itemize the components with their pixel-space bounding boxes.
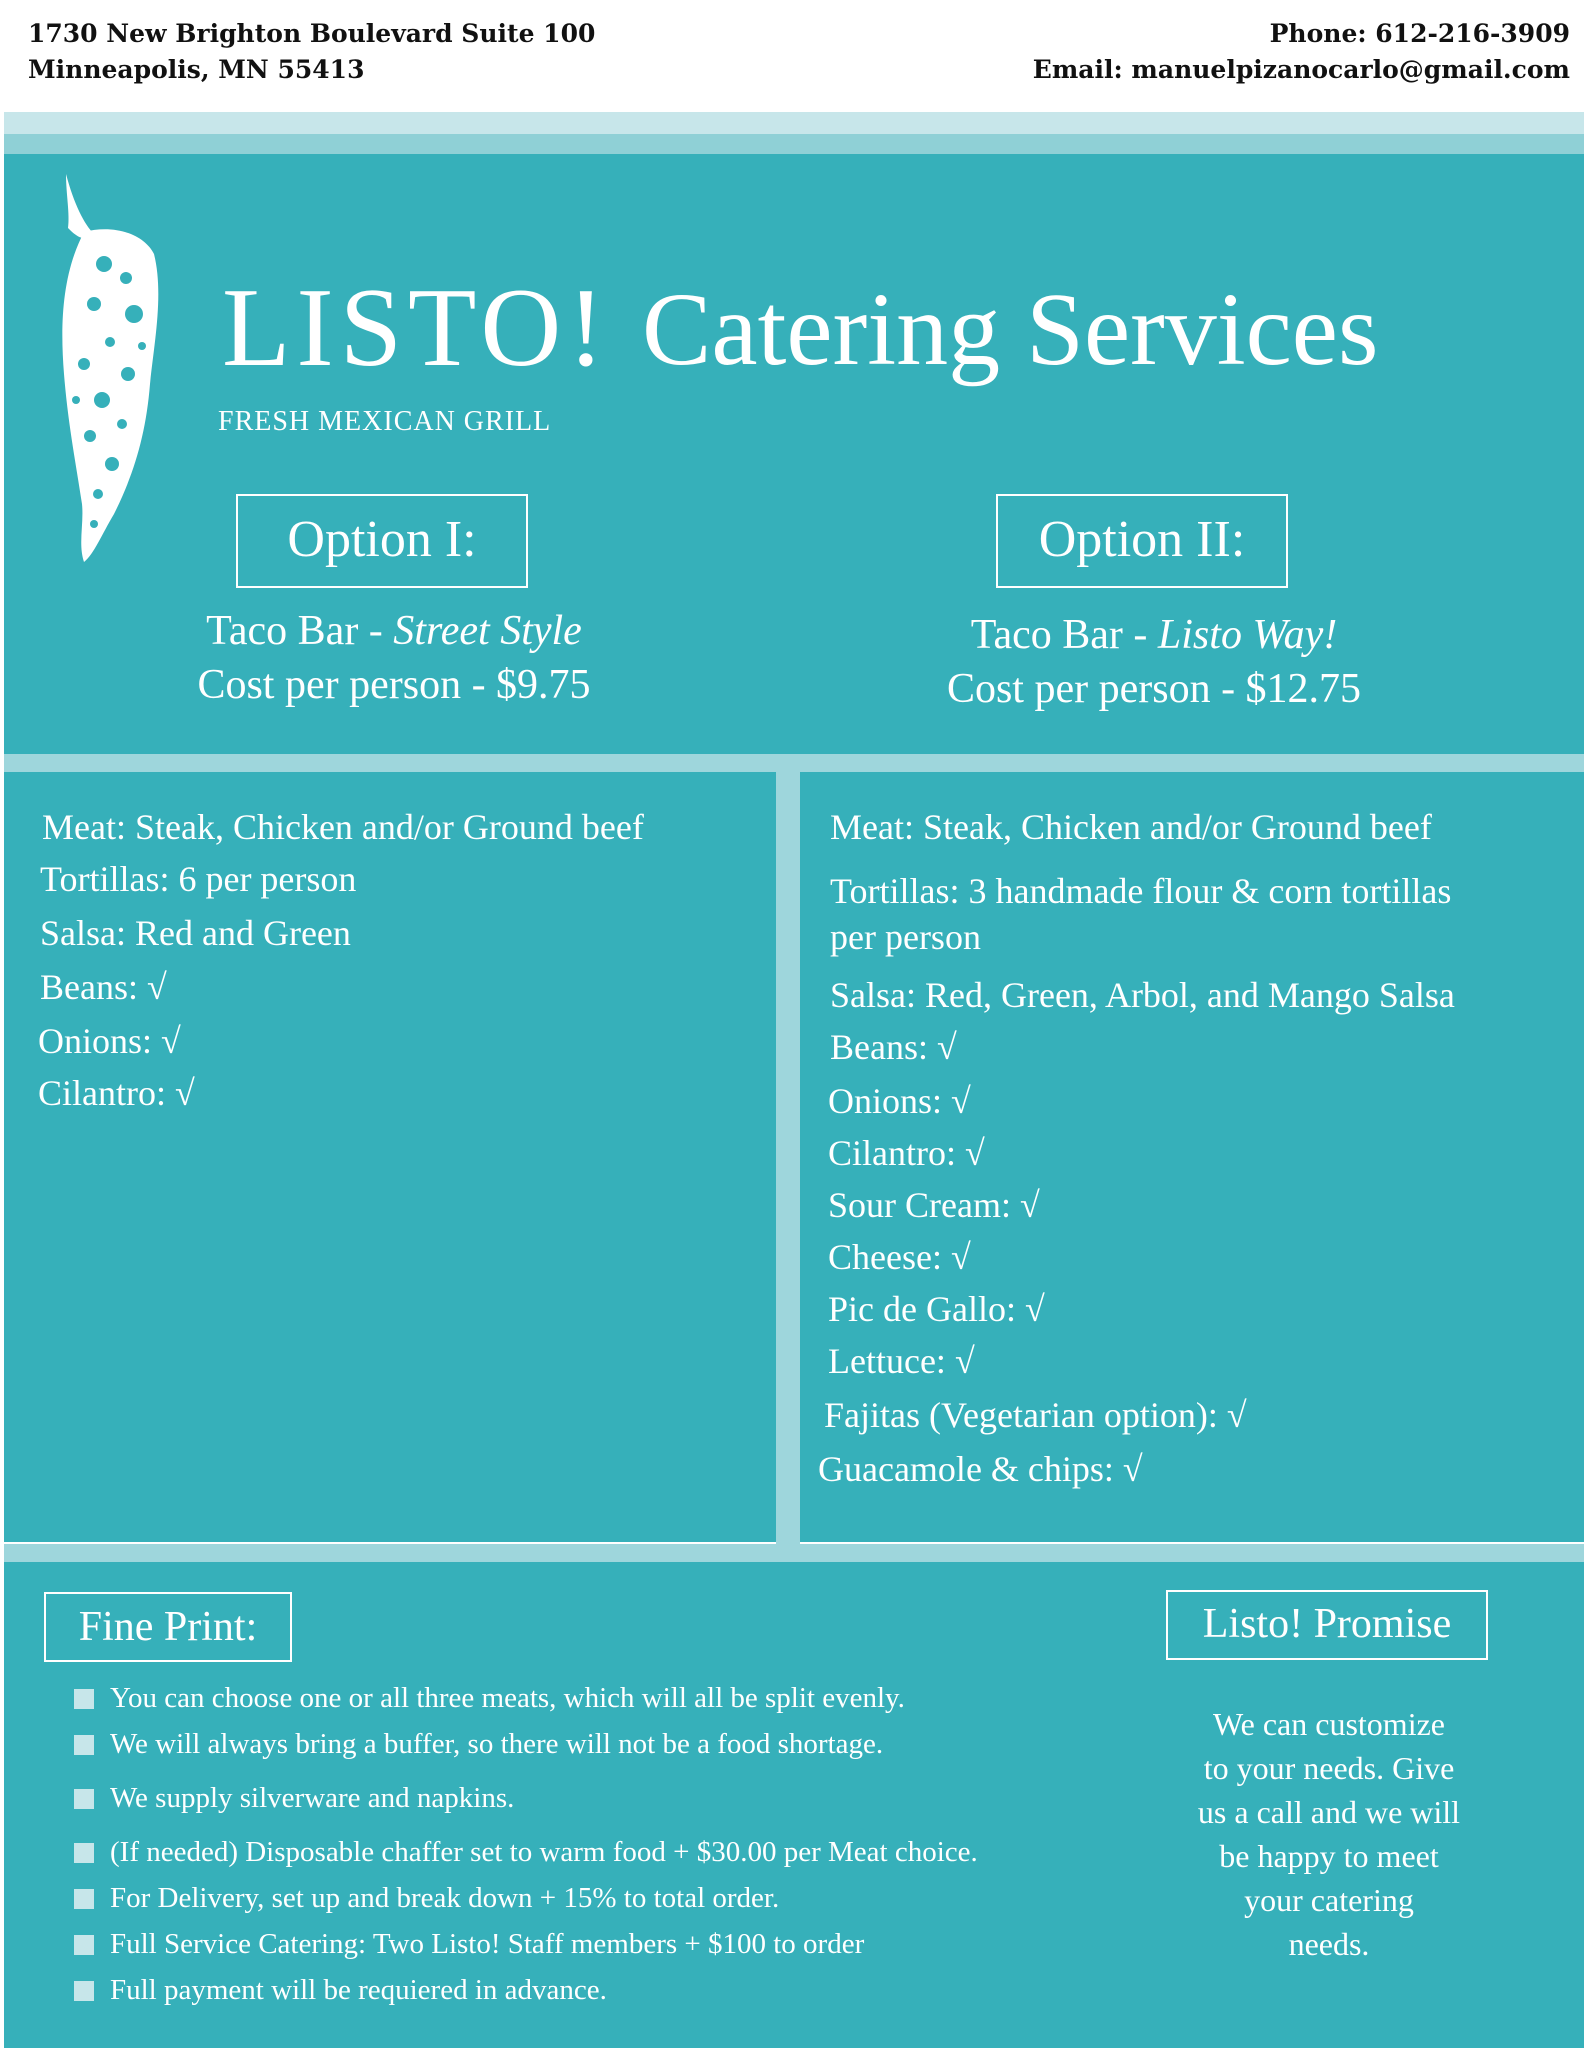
brand-name: LISTO! <box>222 266 611 390</box>
decorative-stripe <box>4 112 1584 154</box>
option-1-label: Option I: <box>236 494 528 588</box>
separator-bottom <box>4 1544 1584 1562</box>
contact-block <box>1033 16 1570 88</box>
phone-text: Phone: 612-216-3909 <box>1269 19 1570 48</box>
contact-header <box>0 0 1588 110</box>
list-item: Lettuce: √ <box>828 1341 975 1381</box>
list-item: Salsa: Red and Green <box>40 913 351 953</box>
fine-print-item: We supply silverware and napkins. <box>74 1782 514 1815</box>
list-item: Tortillas: 6 per person <box>40 859 357 899</box>
list-item: Onions: √ <box>828 1081 971 1121</box>
option-2-title: Taco Bar - <box>970 612 1158 658</box>
fine-print-item: Full payment will be requiered in advance. <box>74 1974 607 2007</box>
square-bullet-icon <box>74 1843 94 1863</box>
page-title: Catering Services <box>642 272 1379 387</box>
option-1-title: Taco Bar - <box>206 608 394 654</box>
list-item: Cilantro: √ <box>38 1073 195 1113</box>
title-panel <box>4 154 1584 754</box>
brand-tagline: FRESH MEXICAN GRILL <box>218 406 552 437</box>
list-item: Salsa: Red, Green, Arbol, and Mango Salsa <box>830 975 1455 1015</box>
square-bullet-icon <box>74 1735 94 1755</box>
promise-label: Listo! Promise <box>1166 1590 1488 1660</box>
pepper-icon <box>54 174 164 564</box>
square-bullet-icon <box>74 1789 94 1809</box>
option-1-summary <box>144 604 644 712</box>
option-1-style: Street Style <box>393 608 582 654</box>
list-item: Beans: √ <box>40 967 167 1007</box>
fine-print-item: Full Service Catering: Two Listo! Staff members + $100 to order <box>74 1928 864 1961</box>
fine-print-panel <box>4 1562 1584 2048</box>
list-item: Guacamole & chips: √ <box>818 1449 1143 1489</box>
option-2-cost: Cost per person - $12.75 <box>946 666 1362 712</box>
list-item: Cilantro: √ <box>828 1133 985 1173</box>
fine-print-label: Fine Print: <box>44 1592 292 1662</box>
fine-print-item: (If needed) Disposable chaffer set to warm food + $30.00 per Meat choice. <box>74 1836 978 1869</box>
list-item: Tortillas: 3 handmade flour & corn tortillas <box>830 871 1452 911</box>
option-2-panel <box>800 772 1584 1542</box>
square-bullet-icon <box>74 1981 94 2001</box>
list-item: Meat: Steak, Chicken and/or Ground beef <box>42 807 644 847</box>
option-1-cost: Cost per person - $9.75 <box>197 662 591 708</box>
list-item: Cheese: √ <box>828 1237 971 1277</box>
list-item: Onions: √ <box>38 1021 181 1061</box>
list-item: Pic de Gallo: √ <box>828 1289 1045 1329</box>
fine-print-item: For Delivery, set up and break down + 15% to total order. <box>74 1882 779 1915</box>
email-text: Email: manuelpizanocarlo@gmail.com <box>1032 55 1570 84</box>
list-item: Fajitas (Vegetarian option): √ <box>824 1395 1247 1435</box>
address-line-2: Minneapolis, MN 55413 <box>28 55 365 84</box>
list-item: per person <box>830 917 981 957</box>
fine-print-item: You can choose one or all three meats, which will all be split evenly. <box>74 1682 905 1715</box>
square-bullet-icon <box>74 1889 94 1909</box>
option-2-summary <box>904 608 1404 716</box>
option-2-label: Option II: <box>996 494 1288 588</box>
list-item: Beans: √ <box>830 1027 957 1067</box>
address-block <box>28 16 595 88</box>
option-1-panel <box>4 772 776 1542</box>
option-2-style: Listo Way! <box>1157 612 1338 658</box>
separator-middle <box>776 754 800 1562</box>
fine-print-item: We will always bring a buffer, so there will not be a food shortage. <box>74 1728 883 1761</box>
square-bullet-icon <box>74 1689 94 1709</box>
address-line-1: 1730 New Brighton Boulevard Suite 100 <box>28 19 596 48</box>
promise-text: We can customize to your needs. Give us a call and we will be happy to meet your catering needs. <box>1197 1706 1461 1962</box>
list-item: Meat: Steak, Chicken and/or Ground beef <box>830 807 1432 847</box>
list-item: Sour Cream: √ <box>828 1185 1040 1225</box>
square-bullet-icon <box>74 1935 94 1955</box>
